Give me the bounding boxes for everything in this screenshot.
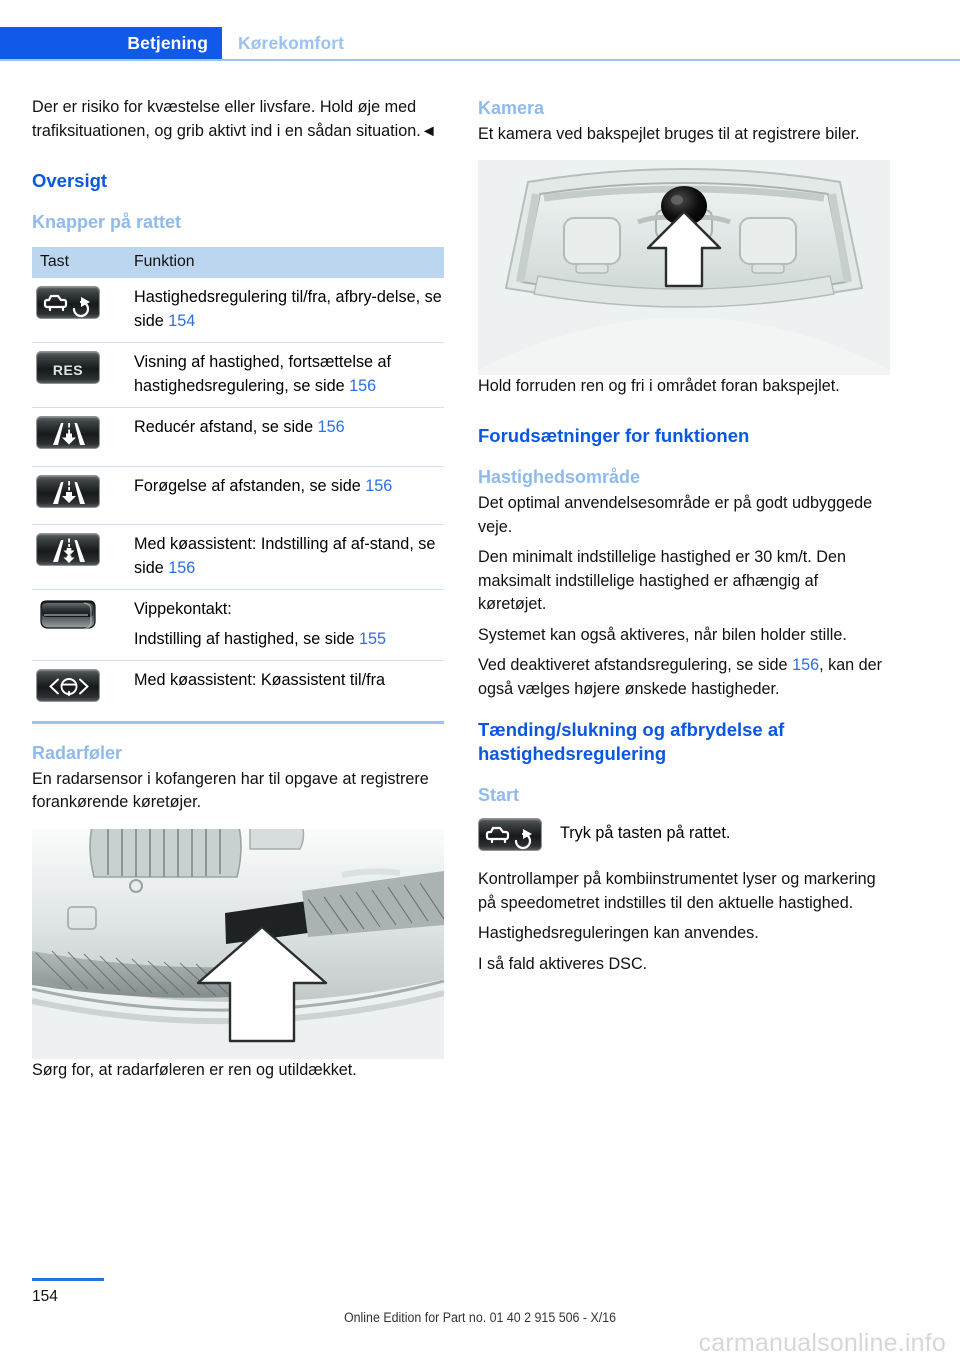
row-text: Visning af hastighed, fortsættelse af hastighedsregulering, se side	[134, 353, 392, 395]
radar-figure-caption: Sørg for, at radarføleren er ren og utildækket.	[32, 1060, 357, 1079]
table-header-row	[32, 247, 444, 278]
heading-hastighedsomraade: Hastighedsområde	[478, 467, 641, 487]
increase-distance-button-icon	[36, 475, 100, 508]
row-text: Hastighedsregulering til/fra, afbry-delse, se side	[134, 288, 442, 330]
page-reference-link[interactable]: 156	[349, 376, 377, 395]
row-text: Med køassistent: Køassistent til/fra	[134, 671, 385, 689]
paragraph-hastighedsregulering-anvendes: Hastighedsreguleringen kan anvendes.	[478, 924, 759, 942]
watermark-text: carmanualsonline.info	[698, 1329, 946, 1357]
steering-wheel-buttons-table	[32, 247, 444, 719]
page-number: 154	[32, 1288, 58, 1305]
table-row	[32, 343, 444, 408]
table-cell-icon	[32, 408, 124, 467]
table-cell-text	[124, 466, 444, 525]
heading-kamera: Kamera	[478, 98, 545, 118]
table-cell-text	[124, 408, 444, 467]
page-reference-link[interactable]: 155	[358, 629, 386, 648]
heading-oversigt: Oversigt	[32, 170, 108, 191]
table-cell-icon	[32, 661, 124, 719]
windshield-rear-view-mirror-camera-illustration	[478, 160, 890, 375]
table-cell-icon	[32, 590, 124, 661]
table-cell-icon	[32, 466, 124, 525]
table-row	[32, 408, 444, 467]
heading-forudsaetninger: Forudsætninger for funktionen	[478, 425, 750, 446]
table-cell-text	[124, 525, 444, 590]
tab-korekomfort[interactable]: Kørekomfort	[238, 33, 345, 53]
footer-edition-note: Online Edition for Part no. 01 40 2 915 506 - X/16	[343, 1310, 617, 1325]
paragraph-text-before: Ved deaktiveret afstandsregulering, se side	[478, 656, 793, 674]
row-text-line2	[134, 628, 442, 652]
left-column	[32, 96, 444, 1082]
page-reference-link[interactable]: 156	[792, 656, 820, 674]
table-row	[32, 525, 444, 590]
queue-assistant-steering-wheel-button-icon	[36, 669, 100, 702]
page-reference-link[interactable]: 156	[168, 558, 196, 577]
kamera-paragraph: Et kamera ved bakspejlet bruges til at registrere biler.	[478, 125, 860, 143]
paragraph-hastighedsgraenser: Den minimalt indstillelige hastighed er 30 km/t. Den maksimalt indstillelige hastighed er afhængig af køretøjet.	[478, 548, 846, 613]
front-bumper-radar-sensor-illustration	[32, 829, 444, 1059]
table-cell-icon	[32, 278, 124, 343]
set-distance-queue-assist-button-icon	[36, 533, 100, 566]
row-text: Med køassistent: Indstilling af af-stand, se side	[134, 535, 436, 577]
table-cell-text	[124, 590, 444, 661]
start-step-row	[478, 818, 890, 851]
row-text: Reducér afstand, se side	[134, 418, 318, 436]
column-header-funktion: Funktion	[124, 247, 444, 278]
column-header-tast: Tast	[32, 247, 124, 278]
paragraph-anvendelsesomraade: Det optimal anvendelsesområde er på godt udbyggede veje.	[478, 494, 873, 536]
table-cell-icon	[32, 525, 124, 590]
paragraph-deaktiveret-afstandsregulering	[478, 654, 890, 701]
tab-betjening[interactable]	[0, 27, 222, 59]
header-divider	[0, 59, 960, 61]
footer-divider	[32, 1278, 104, 1281]
table-row	[32, 661, 444, 719]
table-row	[32, 590, 444, 661]
cruise-control-car-button-icon	[478, 818, 542, 851]
row-text: Forøgelse af afstanden, se side	[134, 476, 366, 495]
row-text: Indstilling af hastighed, se side	[134, 629, 359, 648]
paragraph-kontrollamper: Kontrollamper på kombiinstrumentet lyser og markering på speedometret indstilles til den aktuelle hastighed.	[478, 870, 876, 912]
paragraph-dsc: I så fald aktiveres DSC.	[478, 954, 648, 973]
table-cell-text	[124, 278, 444, 343]
paragraph-text-after: , kan der også vælges højere ønskede hastigheder.	[478, 656, 883, 698]
cruise-control-car-button-icon	[36, 286, 100, 319]
table-cell-icon	[32, 343, 124, 408]
table-row	[32, 466, 444, 525]
reduce-distance-button-icon	[36, 416, 100, 449]
page-footer	[0, 1270, 960, 1362]
page-header	[0, 0, 960, 60]
table-cell-text	[124, 661, 444, 719]
res-button-icon: RES	[36, 351, 100, 384]
right-column	[478, 96, 890, 976]
table-row	[32, 278, 444, 343]
kamera-figure-caption: Hold forruden ren og fri i området foran bakspejlet.	[478, 376, 840, 395]
page-reference-link[interactable]: 154	[168, 311, 196, 330]
heading-knapper-pa-rattet: Knapper på rattet	[32, 212, 182, 232]
page-reference-link[interactable]: 156	[317, 418, 345, 436]
rocker-switch-icon	[36, 598, 100, 635]
warning-paragraph: Der er risiko for kvæstelse eller livsfare. Hold øje med trafiksituationen, og grib aktivt ind i en sådan situation.◄	[32, 98, 437, 140]
row-text-line1: Vippekontakt:	[134, 600, 232, 618]
table-cell-text	[124, 343, 444, 408]
paragraph-stillestaaende: Systemet kan også aktiveres, når bilen holder stille.	[478, 625, 847, 644]
heading-start: Start	[478, 785, 520, 805]
radar-paragraph: En radarsensor i kofangeren har til opgave at registrere forankørende køretøjer.	[32, 769, 429, 811]
heading-taending-slukning: Tænding/slukning og afbrydelse af hastighedsregulering	[478, 719, 785, 764]
tab-betjening-label: Betjening	[127, 33, 208, 53]
page-reference-link[interactable]: 156	[365, 476, 393, 495]
start-step-text: Tryk på tasten på rattet.	[560, 824, 731, 842]
heading-radarfoler: Radarføler	[32, 742, 123, 763]
